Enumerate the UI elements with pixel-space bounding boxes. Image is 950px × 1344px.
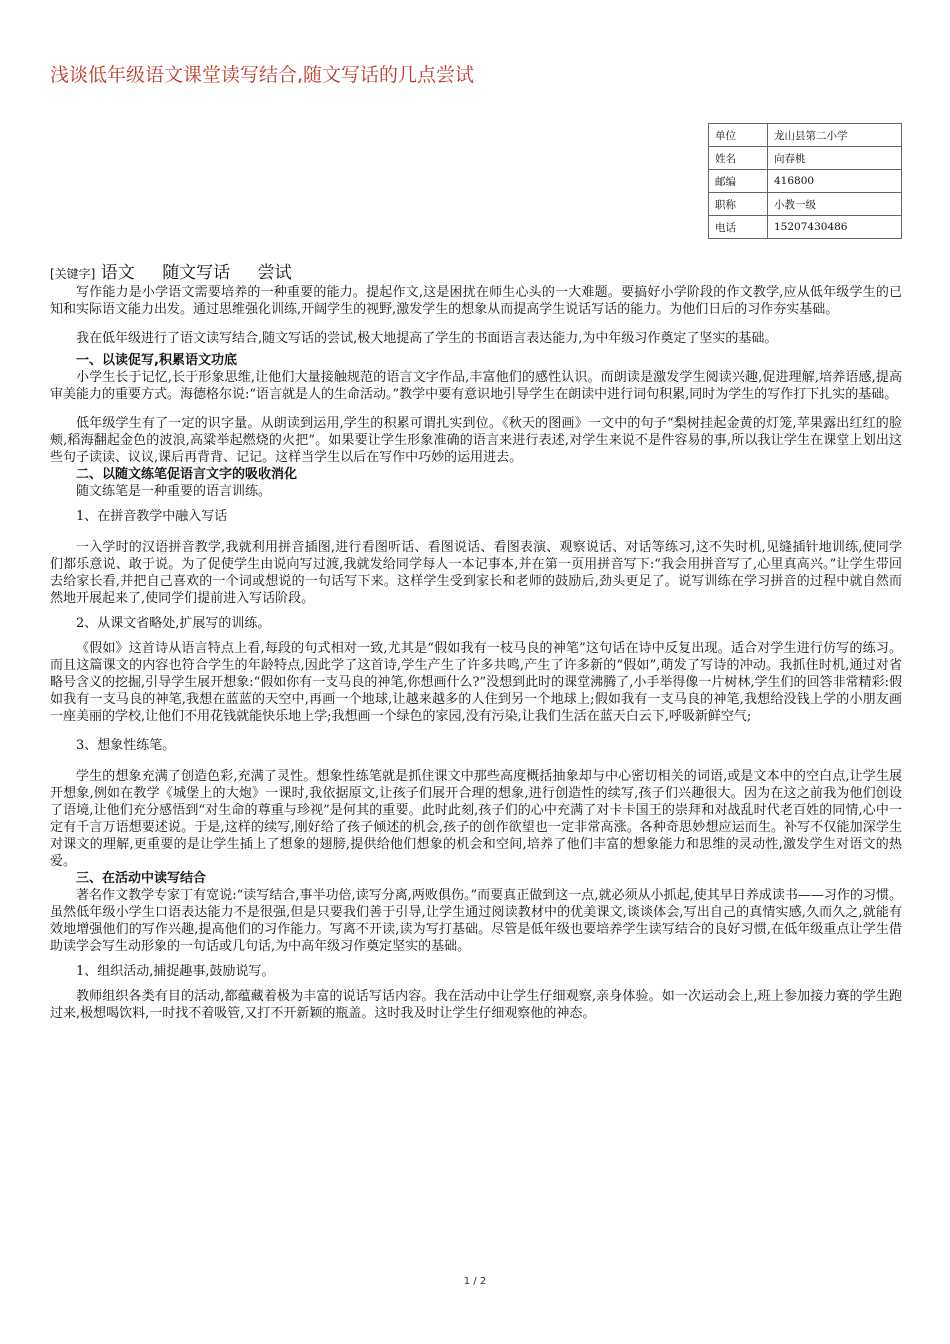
paragraph: 我在低年级进行了语文读写结合,随文写话的尝试,极大地提高了学生的书面语言表达能力,为中年级习作奠定了坚实的基础。: [76, 331, 778, 346]
info-value: 15207430486: [768, 216, 902, 239]
table-row: [709, 124, 902, 147]
keywords-line: [50, 258, 314, 283]
section-heading: 三、在活动中读写结合: [76, 871, 207, 886]
subheading: 2、从课文省略处,扩展写的训练。: [76, 616, 271, 631]
section-heading: 二、以随文练笔促语言文字的吸收消化: [76, 467, 298, 482]
table-row: [709, 170, 902, 193]
info-key: 职称: [709, 193, 768, 216]
author-info-table: [708, 123, 902, 239]
article-body: [50, 284, 902, 1022]
keywords-label: [关键字]: [50, 267, 96, 281]
paragraph: 小学生长于记忆,长于形象思维,让他们大量接触规范的语言文字作品,丰富他们的感性认识。而朗读是激发学生阅读兴趣,促进理解,培养语感,提高审美能力的重要方式。海德格尔说:“语言就是人的生命活动。”教学中要有意识地引导学生在朗读中进行词句积累,同时为学生的写作打下扎实的基础。: [50, 370, 902, 402]
paragraph: 学生的想象充满了创造色彩,充满了灵性。想象性练笔就是抓住课文中那些高度概括抽象却与中心密切相关的词语,或是文本中的空白点,让学生展开想象,例如在教学《城堡上的大炮》一课时,我依据原文,让孩子们展开合理的想象,进行创造性的续写,孩子们兴趣很大。因为在这之前我为他们创设了语境,让他们充分感悟到“对生命的尊重与珍视”是何其的重要。此时此刻,孩子们的心中充满了对卡卡国王的崇拜和对战乱时代老百姓的同情,心中一定有千言万语想要述说。于是,这样的续写,刚好给了孩子倾述的机会,孩子的创作欲望也一定非常高涨。各种奇思妙想应运而生。补写不仅能加深学生对课文的理解,更重要的是让学生插上了想象的翅膀,提供给他们想象的机会和空间,培养了他们丰富的想象能力和思维的灵动性,激发学生对语文的热爱。: [50, 769, 902, 869]
info-value: 小教一级: [768, 193, 902, 216]
info-key: 电话: [709, 216, 768, 239]
subheading: 1、组织活动,捕捉趣事,鼓励说写。: [76, 964, 275, 979]
info-value: 向春桃: [768, 147, 902, 170]
paragraph: 教师组织各类有目的活动,都蕴藏着极为丰富的说话写话内容。我在活动中让学生仔细观察,亲身体验。如一次运动会上,班上参加接力赛的学生跑过来,极想喝饮料,一时找不着吸管,又打不开新颖的瓶盖。这时我及时让学生仔细观察他的神态。: [50, 989, 902, 1021]
info-value: 416800: [768, 170, 902, 193]
keyword: 语文: [100, 263, 135, 283]
paragraph: 著名作文教学专家丁有宽说:“读写结合,事半功倍,读写分离,两败俱伤。”而要真正做到这一点,就必须从小抓起,使其早日养成读书——习作的习惯。虽然低年级小学生口语表达能力不是很强,但是只要我们善于引导,让学生通过阅读教材中的优美课文,谈谈体会,写出自己的真情实感,久而久之,就能有效地增强他们的写作兴趣,提高他们的习作能力。写离不开读,读为写打基础。尽管是低年级也要培养学生读写结合的良好习惯,在低年级重点让学生借助读学会写生动形象的一句话或几句话,为中高年级习作奠定坚实的基础。: [50, 888, 902, 954]
paragraph: 低年级学生有了一定的识字量。从朗读到运用,学生的积累可谓扎实到位。《秋天的图画》一文中的句子“梨树挂起金黄的灯笼,苹果露出红红的脸颊,稻海翻起金色的波浪,高粱举起燃烧的火把”。如果要让学生形象准确的语言来进行表述,对学生来说不是件容易的事,所以我让学生在课堂上划出这些句子读读、议议,课后再背背、记记。这样当学生以后在写作中巧妙的运用进去。: [50, 416, 902, 465]
paragraph: 一入学时的汉语拼音教学,我就利用拼音插图,进行看图听话、看图说话、看图表演、观察说话、对话等练习,这不失时机,见缝插针地训练,使同学们都乐意说、敢于说。为了促使学生由说向写过渡,我就发给同学每人一本记事本,并在第一页用拼音写下:“我会用拼音写了,心里真高兴。”让学生带回去给家长看,并把自己喜欢的一个词或想说的一句话写下来。这样学生受到家长和老师的鼓励后,劲头更足了。说写训练在学习拼音的过程中就自然而然地开展起来了,使同学们提前进入写话阶段。: [50, 540, 902, 606]
info-key: 姓名: [709, 147, 768, 170]
section-heading: 一、以读促写,积累语文功底: [76, 353, 237, 368]
paragraph: 写作能力是小学语文需要培养的一种重要的能力。提起作文,这是困扰在师生心头的一大难题。要搞好小学阶段的作文教学,应从低年级学生的已知和实际语文能力出发。通过思维强化训练,开阔学生的视野,激发学生的想象从而提高学生说话写话的能力。为他们日后的习作夯实基础。: [50, 285, 902, 317]
info-key: 邮编: [709, 170, 768, 193]
paragraph: 《假如》这首诗从语言特点上看,每段的句式相对一致,尤其是“假如我有一枝马良的神笔”这句话在诗中反复出现。适合对学生进行仿写的练习。而且这篇课文的内容也符合学生的年龄特点,因此学了这首诗,学生产生了许多共鸣,产生了许多新的“假如”,萌发了写诗的冲动。我抓住时机,通过对省略号含义的挖掘,引导学生展开想象:“假如你有一支马良的神笔,你想画什么?”没想到此时的课堂沸腾了,小手举得像一片树林,学生们的回答非常精彩:假如我有一支马良的神笔,我想在蓝蓝的天空中,再画一个地球,让越来越多的人住到另一个地球上;假如我有一支马良的神笔,我想给没钱上学的小朋友画一座美丽的学校,让他们不用花钱就能快乐地上学;我想画一个绿色的家园,没有污染,让我们生活在蓝天白云下,呼吸新鲜空气;: [50, 641, 902, 724]
info-value: 龙山县第二小学: [768, 124, 902, 147]
subheading: 1、在拼音教学中融入写话: [76, 509, 228, 524]
paragraph: 随文练笔是一种重要的语言训练。: [76, 484, 272, 499]
subheading: 3、想象性练笔。: [76, 738, 176, 753]
info-key: 单位: [709, 124, 768, 147]
keyword: 尝试: [257, 263, 292, 283]
page-title: 浅谈低年级语文课堂读写结合,随文写话的几点尝试: [50, 64, 475, 86]
table-row: [709, 147, 902, 170]
keyword: 随文写话: [162, 263, 231, 283]
table-row: [709, 216, 902, 239]
page-number: 1 / 2: [463, 1276, 487, 1287]
table-row: [709, 193, 902, 216]
